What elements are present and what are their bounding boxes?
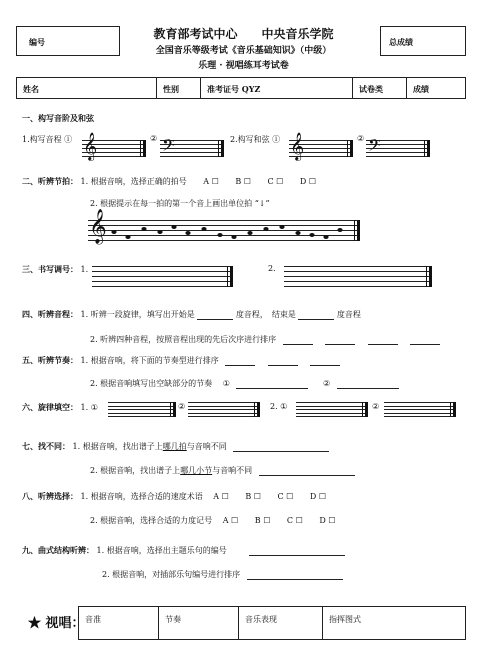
section-4-q2: 2. 听辨四种音程，按照音程出现的先后次序进行排序 [90, 335, 277, 344]
tempo-option-d[interactable]: D ☐ [309, 492, 326, 501]
section-7-q2-start: 2. 根据音响，找出谱子上 [90, 466, 181, 475]
treble-clef-icon: 𝄞 [290, 132, 305, 160]
section-9-q2: 2. 根据音响，对插部乐句编号进行排序 [102, 570, 241, 579]
staff-s2-melody[interactable] [88, 209, 360, 244]
section-6-circle-2: ② [178, 402, 186, 411]
section-8-row-2 [90, 515, 335, 526]
section-1-item-1-circle-2: ② [150, 134, 158, 143]
section-5-row-2 [90, 378, 399, 389]
score-field[interactable] [407, 78, 465, 98]
section-6-circle-3: 2. ① [270, 402, 288, 411]
section-9-row-2 [102, 569, 343, 580]
rhythm-order-blank-2[interactable] [268, 358, 298, 366]
diff-beats-blank[interactable] [233, 444, 329, 452]
section-6-circle-4: ② [372, 402, 380, 411]
conducting-cell[interactable] [323, 607, 465, 639]
section-4-row-2 [90, 334, 440, 345]
bass-clef-icon: 𝄢 [368, 135, 381, 159]
section-1-title: 一、构写音阶及和弦 [22, 113, 94, 123]
order-blank-2[interactable] [325, 337, 355, 345]
section-8-q1: 1. 根据音响，选择合适的速度术语 [80, 492, 203, 501]
expression-label: 音乐表现 [245, 615, 277, 624]
section-8-q2: 2. 根据音响，选择合适的力度记号 [90, 516, 213, 525]
number-label: 编号 [29, 37, 45, 47]
treble-clef-icon: 𝄞 [83, 132, 98, 160]
dynamics-option-d[interactable]: D ☐ [319, 516, 336, 525]
staff-s6-2a[interactable] [296, 402, 368, 417]
section-3-item-2: 2. [268, 264, 276, 273]
section-7-row-1 [22, 441, 329, 452]
staff-s1-2-treble[interactable] [289, 132, 353, 160]
option-d[interactable]: D ☐ [299, 177, 316, 186]
section-4-row-1 [22, 309, 361, 320]
section-7-title: 七、找不同： [22, 441, 70, 451]
theme-phrase-blank[interactable] [249, 548, 345, 556]
staff-s3-1[interactable] [92, 266, 233, 287]
section-5-circle-1: ① [222, 379, 230, 388]
section-7-q1-underlined: 哪几拍 [162, 442, 187, 451]
section-1-item-1: 1.构写音程 ① [22, 135, 73, 144]
score-label: 成绩 [413, 84, 429, 94]
section-2-q2: 2. 根据提示在每一拍的第一个音上画出单位拍 “↓” [90, 199, 270, 208]
exam-section-title: 乐理 · 视唱练耳考试卷 [198, 61, 289, 71]
expression-cell[interactable] [239, 607, 323, 639]
order-blank-1[interactable] [283, 337, 313, 345]
staff-s1-1-bass[interactable] [160, 135, 224, 159]
conducting-label: 指挥图式 [329, 615, 361, 624]
exam-subtitle: 全国音乐等级考试《音乐基础知识》（中级） [155, 46, 332, 56]
staff-s1-1-treble[interactable] [82, 132, 146, 160]
option-b[interactable]: B ☐ [235, 177, 251, 186]
tempo-option-b[interactable]: B ☐ [245, 492, 261, 501]
section-8-title: 八、听辨选择： [22, 491, 78, 501]
start-interval-blank[interactable] [197, 312, 233, 320]
section-1-item-2: 2.构写和弦 ① [230, 135, 281, 144]
name-field[interactable] [17, 78, 157, 98]
section-5-q2: 2. 根据音响填写出空缺部分的节奏 [90, 379, 213, 388]
rhythm-fill-blank-1[interactable] [236, 381, 308, 389]
section-7-q2-end: 与音响不同 [212, 466, 253, 475]
rhythm-cell[interactable] [159, 607, 239, 639]
staff-s6-1a[interactable] [108, 402, 176, 417]
section-6-row [22, 402, 98, 413]
option-a[interactable]: A ☐ [203, 177, 219, 186]
section-5-title: 五、听辨节奏： [22, 355, 78, 365]
end-interval-blank[interactable] [298, 312, 334, 320]
dynamics-option-c[interactable]: C ☐ [286, 516, 303, 525]
dynamics-option-b[interactable]: B ☐ [254, 516, 271, 525]
staff-s6-1b[interactable] [188, 402, 260, 417]
section-7-q1-end: 与音响不同 [186, 442, 227, 451]
rhythm-label: 节奏 [165, 615, 181, 624]
diff-bars-blank[interactable] [259, 468, 355, 476]
rhythm-fill-blank-2[interactable] [337, 381, 399, 389]
section-4-q1-start: 1. 听辨一段旋律，填写出开始是 [80, 310, 195, 319]
melody-notes [88, 220, 360, 241]
exam-title: 教育部考试中心 中央音乐学院 [153, 27, 334, 41]
pitch-cell[interactable] [79, 607, 159, 639]
gender-field[interactable] [157, 78, 201, 98]
section-3-title-text: 三、书写调号： [22, 264, 78, 274]
pitch-label: 音准 [85, 615, 101, 624]
order-blank-3[interactable] [368, 337, 398, 345]
section-5-circle-2: ② [323, 379, 331, 388]
section-7-q2-underlined: 哪几小节 [180, 466, 213, 475]
ticket-number-label: 准考证号 QYZ [207, 84, 261, 94]
paper-type-field[interactable] [353, 78, 407, 98]
section-2-row-1 [22, 176, 316, 187]
bass-clef-icon: 𝄢 [162, 135, 175, 159]
section-4-q1-mid: 度音程， 结束是 [235, 310, 296, 319]
section-1-item-2-circle-2: ② [357, 134, 365, 143]
section-9-row-1 [22, 545, 345, 556]
staff-s6-2b[interactable] [384, 402, 456, 417]
option-c[interactable]: C ☐ [267, 177, 284, 186]
section-2-q1: 1. 根据音响，选择正确的拍号 [80, 177, 187, 186]
tempo-option-c[interactable]: C ☐ [277, 492, 294, 501]
section-6-title: 六、旋律填空： [22, 402, 78, 412]
section-5-q1: 1. 根据音响，将下面的节奏型进行排序 [80, 356, 219, 365]
paper-type-label: 试卷类 [359, 84, 383, 94]
name-label: 姓名 [23, 84, 39, 94]
rhythm-order-blank-3[interactable] [310, 358, 340, 366]
section-3-item-1: 1. [80, 265, 89, 274]
section-9-q1: 1. 根据音响，选择出主题乐句的编号 [96, 546, 227, 555]
student-info-table [16, 77, 466, 99]
episode-order-blank[interactable] [247, 572, 343, 580]
rhythm-order-blank-1[interactable] [225, 358, 255, 366]
section-6-circle-1: 1. ① [80, 403, 98, 412]
total-score-label: 总成绩 [389, 37, 413, 47]
order-blank-4[interactable] [410, 337, 440, 345]
section-3-title [22, 264, 88, 275]
gender-label: 性别 [163, 84, 179, 94]
section-7-q1-start: 1. 根据音响，找出谱子上 [72, 442, 163, 451]
staff-s1-2-bass[interactable] [366, 135, 430, 159]
tempo-option-a[interactable]: A ☐ [213, 492, 229, 501]
sight-singing-table [78, 606, 466, 640]
sight-singing-title: ★ 视唱： [28, 616, 85, 631]
section-2-title: 二、听辨节拍： [22, 176, 78, 186]
section-5-row-1 [22, 355, 340, 366]
ticket-number-field[interactable] [201, 78, 353, 98]
section-7-row-2 [90, 465, 355, 476]
section-9-title: 九、曲式结构听辨： [22, 545, 94, 555]
treble-clef-icon: 𝄞 [89, 209, 107, 244]
staff-s3-2[interactable] [284, 266, 432, 287]
section-8-row-1 [22, 491, 326, 502]
section-4-q1-end: 度音程 [336, 310, 361, 319]
dynamics-option-a[interactable]: A ☐ [222, 516, 239, 525]
section-4-title: 四、听辨音程： [22, 309, 78, 319]
